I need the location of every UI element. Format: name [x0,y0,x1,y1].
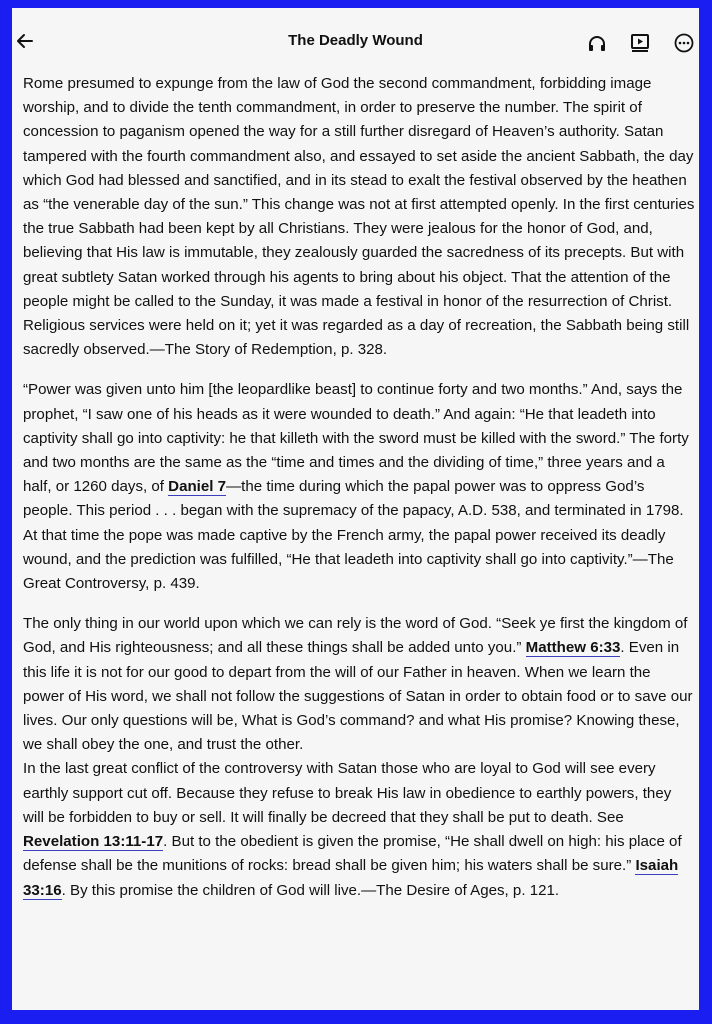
play-video-icon[interactable] [629,32,651,54]
paragraph: In the last great conflict of the controversy with Satan those who are loyal to God will see every earthly support cut off. Because they refuse to break His law in obedience to earthly powers, they will be forbidden to buy or sell. It will finally be decreed that they shall be put to death. See Revelation 13:11-17. But to the obedient is given the promise, “He shall dwell on high: his place of defense shall be the munitions of rocks: bread shall be given him; his waters shall be sure.” Isaiah 33:16. By this promise the children of God will live.—The Desire of Ages, p. 121. [23,760,682,899]
top-bar [12,8,699,66]
paragraph: “Power was given unto him [the leopardlike beast] to continue forty and two months.” And, says the prophet, “I saw one of his heads as it were wounded to death.” And again: “He that leadeth into captivity shall go into captivity: he that killeth with the sword must be killed with the sword.” The forty and two months are the same as the “time and times and the dividing of time,” three years and a half, or 1260 days, of Daniel 7—the time during which the papal power was to oppress God’s people. This period . . . began with the supremacy of the papacy, A.D. 538, and terminated in 1798. At that time the pope was made captive by the French army, the papal power received its deadly wound, and the prediction was fulfilled, “He that leadeth into captivity shall go into captivity.”—The Great Controversy, p. 439. [23,381,689,593]
scripture-link-matthew-6-33[interactable]: Matthew 6:33 [525,639,621,657]
page-title: The Deadly Wound [288,32,423,49]
scripture-link-daniel-7[interactable]: Daniel 7 [168,478,227,496]
headphones-icon[interactable] [586,32,608,54]
paragraph: The only thing in our world upon which we can rely is the word of God. “Seek ye first the kingdom of God, and His righteousness; and all these things shall be added unto you.” Matthew 6:33. Even in this life it is not for our good to depart from the will of our Father in heaven. When we learn the power of His word, we shall not follow the suggestions of Satan in order to obtain food or to save our lives. Our only questions will be, What is God’s command? and what His promise? Knowing these, we shall obey the one, and trust the other. [23,615,693,754]
article-content [23,72,695,903]
more-icon[interactable] [673,32,695,54]
paragraph: Rome presumed to expunge from the law of God the second commandment, forbidding image worship, and to divide the tenth commandment, in order to preserve the number. The spirit of concession to paganism opened the way for a still further disregard of Heaven’s authority. Satan tampered with the fourth commandment also, and essayed to set aside the ancient Sabbath, the day which God had blessed and sanctified, and in its stead to exalt the festival observed by the heathen as “the venerable day of the sun.” This change was not at first attempted openly. In the first centuries the true Sabbath had been kept by all Christians. They were jealous for the honor of God, and, believing that His law is immutable, they zealously guarded the sacredness of its precepts. But with great subtlety Satan worked through his agents to bring about his object. That the attention of the people might be called to the Sunday, it was made a festival in honor of the resurrection of Christ. Religious services were held on it; yet it was regarded as a day of recreation, the Sabbath being still sacredly observed.—The Story of Redemption, p. 328. [23,75,695,359]
reader-window [12,8,699,1010]
scripture-link-isaiah-33-16[interactable]: Isaiah 33:16 [23,857,679,899]
scripture-link-revelation-13-11-17[interactable]: Revelation 13:11-17 [23,833,164,851]
